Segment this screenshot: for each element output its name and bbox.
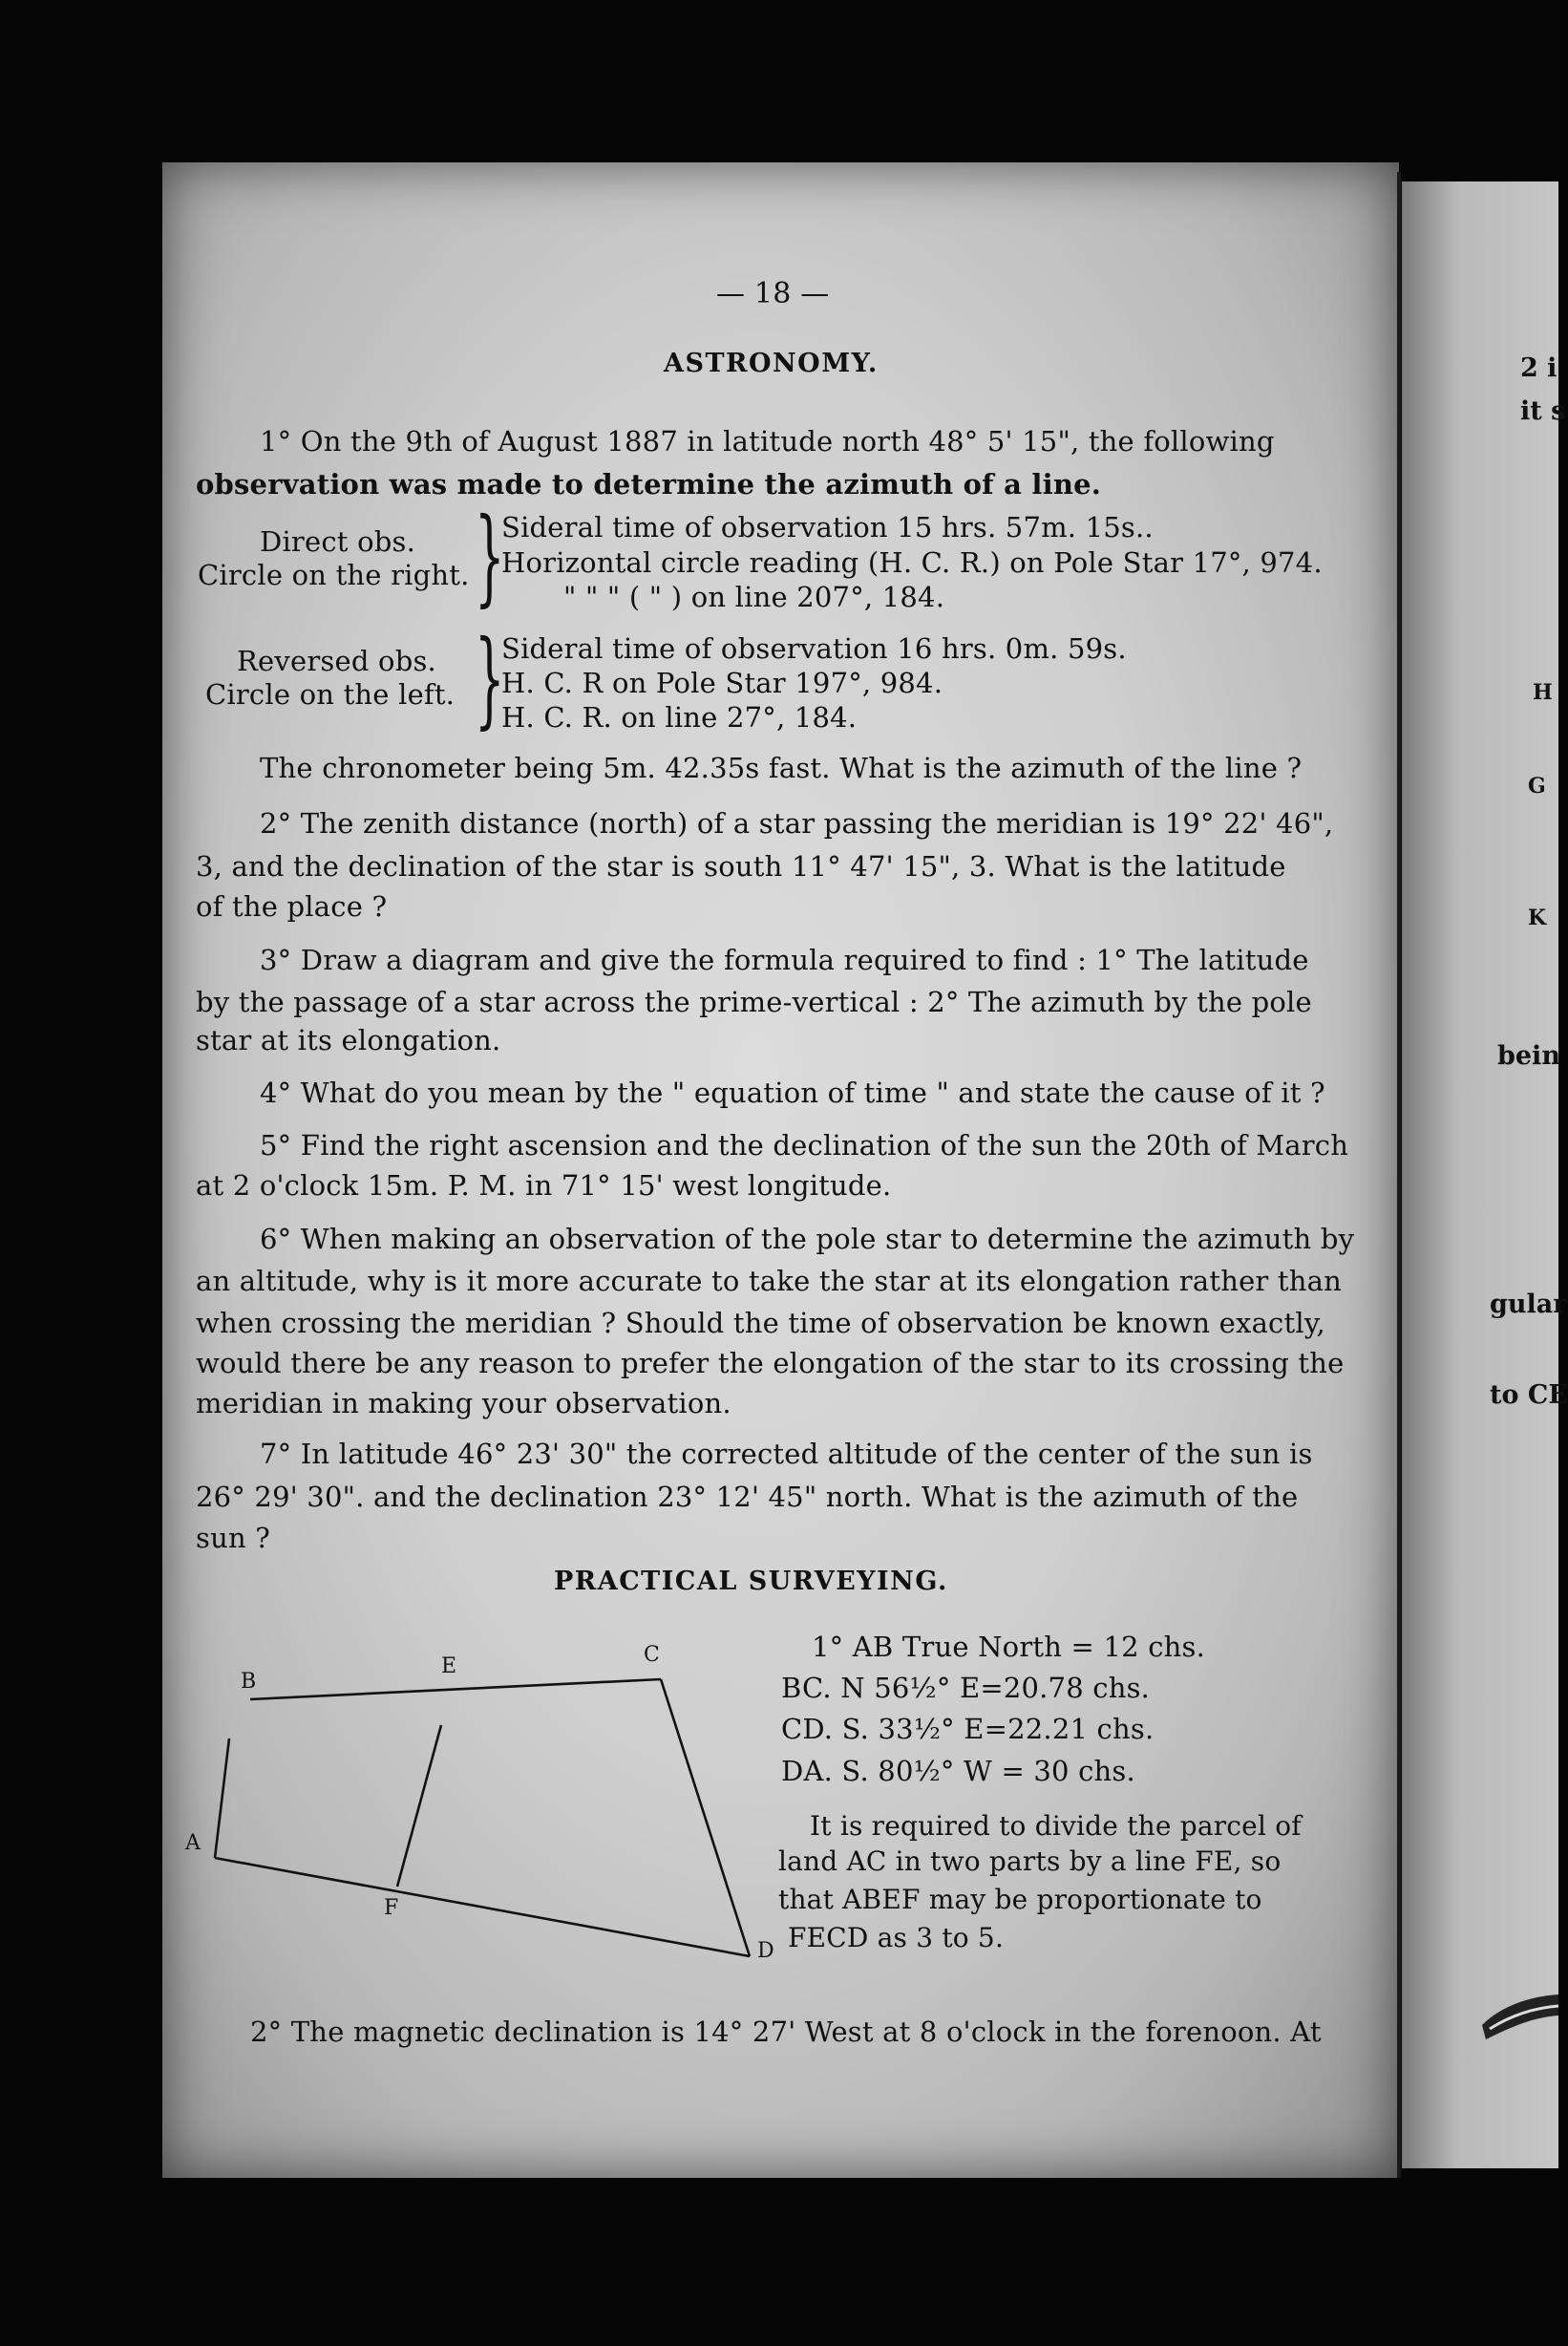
q7-line3: sun ? — [196, 1522, 271, 1554]
line-BC — [250, 1679, 661, 1699]
label-F: F — [384, 1896, 399, 1920]
line-DA — [215, 1858, 750, 1956]
facing-fragment-3: H — [1533, 680, 1553, 705]
q3-line3: star at its elongation. — [196, 1024, 501, 1056]
surv-q2-line1: 2° The magnetic declination is 14° 27' West at 8 o'clock in the forenoon. At — [250, 2015, 1322, 2048]
q6-line5: meridian in making your observation. — [196, 1387, 731, 1419]
label-D: D — [757, 1939, 774, 1963]
q2-line1: 2° The zenith distance (north) of a star passing the meridian is 19° 22' 46", — [260, 807, 1334, 840]
direct-brace: } — [475, 495, 505, 617]
direct-label-2: Circle on the right. — [198, 559, 470, 591]
facing-fragment-6: bein — [1497, 1041, 1560, 1071]
direct-obs-1: Sideral time of observation 15 hrs. 57m. 15s.. — [501, 511, 1154, 544]
q5-line1: 5° Find the right ascension and the declination of the sun the 20th of March — [260, 1129, 1349, 1162]
line-CD — [661, 1679, 750, 1956]
surv-q1-line4: DA. S. 80½° W = 30 chs. — [781, 1755, 1135, 1787]
parcel-diagram — [172, 1643, 764, 1968]
label-C: C — [644, 1643, 661, 1667]
q3-line1: 3° Draw a diagram and give the formula required to find : 1° The latitude — [260, 944, 1309, 976]
surveying-heading: PRACTICAL SURVEYING. — [554, 1567, 948, 1596]
direct-obs-3: " " " ( " ) on line 207°, 184. — [563, 581, 945, 613]
q1-line3: The chronometer being 5m. 42.35s fast. What is the azimuth of the line ? — [260, 752, 1303, 784]
facing-page — [1402, 181, 1558, 2168]
facing-fragment-4: G — [1528, 774, 1546, 799]
q7-line1: 7° In latitude 46° 23' 30" the corrected altitude of the center of the sun is — [260, 1438, 1313, 1470]
surv-q1-line1: 1° AB True North = 12 chs. — [812, 1631, 1206, 1663]
reversed-brace: } — [475, 617, 505, 739]
surv-q1-line6: land AC in two parts by a line FE, so — [778, 1845, 1282, 1877]
surv-q1-line3: CD. S. 33½° E=22.21 chs. — [781, 1713, 1155, 1745]
direct-obs-2: Horizontal circle reading (H. C. R.) on Pole Star 17°, 974. — [501, 546, 1323, 579]
facing-fragment-1: 2 i — [1520, 353, 1557, 383]
page-number: — 18 — — [716, 277, 830, 310]
label-A: A — [185, 1831, 201, 1855]
surv-q1-line5: It is required to divide the parcel of — [810, 1810, 1302, 1842]
facing-page-mark — [1473, 1987, 1558, 2044]
surv-q1-line8: FECD as 3 to 5. — [788, 1922, 1005, 1953]
q1-line2: observation was made to determine the azimuth of a line. — [196, 468, 1102, 501]
q6-line4: would there be any reason to prefer the elongation of the star to its crossing the — [196, 1347, 1345, 1379]
astronomy-heading: ASTRONOMY. — [664, 349, 879, 378]
reversed-obs-1: Sideral time of observation 16 hrs. 0m. 59s. — [501, 632, 1127, 665]
page-gutter — [1397, 172, 1401, 2178]
q7-line2: 26° 29' 30". and the declination 23° 12' 45" north. What is the azimuth of the — [196, 1481, 1299, 1513]
label-E: E — [441, 1654, 457, 1678]
q5-line2: at 2 o'clock 15m. P. M. in 71° 15' west longitude. — [196, 1169, 892, 1202]
line-AB — [215, 1738, 229, 1858]
reversed-obs-2: H. C. R on Pole Star 197°, 984. — [501, 667, 943, 699]
q6-line1: 6° When making an observation of the pole star to determine the azimuth by — [260, 1223, 1355, 1255]
q4-line1: 4° What do you mean by the " equation of time " and state the cause of it ? — [260, 1077, 1325, 1109]
q1-line1: 1° On the 9th of August 1887 in latitude north 48° 5' 15", the following — [260, 425, 1275, 458]
surv-q1-line2: BC. N 56½° E=20.78 chs. — [781, 1672, 1151, 1704]
line-FE — [397, 1725, 441, 1887]
reversed-label-2: Circle on the left. — [205, 678, 456, 711]
q6-line3: when crossing the meridian ? Should the time of observation be known exactly, — [196, 1307, 1325, 1339]
facing-fragment-8: to CE — [1490, 1380, 1568, 1410]
q2-line3: of the place ? — [196, 890, 388, 923]
facing-fragment-2: it s — [1520, 396, 1566, 426]
facing-fragment-5: K — [1528, 906, 1547, 930]
label-B: B — [241, 1670, 257, 1694]
q6-line2: an altitude, why is it more accurate to take the star at its elongation rather than — [196, 1265, 1343, 1297]
reversed-obs-3: H. C. R. on line 27°, 184. — [501, 701, 858, 734]
direct-label-1: Direct obs. — [260, 525, 415, 558]
reversed-label-1: Reversed obs. — [237, 645, 436, 677]
facing-fragment-7: gular — [1490, 1290, 1567, 1319]
q3-line2: by the passage of a star across the prime-vertical : 2° The azimuth by the pole — [196, 986, 1312, 1018]
surv-q1-line7: that ABEF may be proportionate to — [778, 1884, 1262, 1915]
q2-line2: 3, and the declination of the star is south 11° 47' 15", 3. What is the latitude — [196, 850, 1286, 883]
